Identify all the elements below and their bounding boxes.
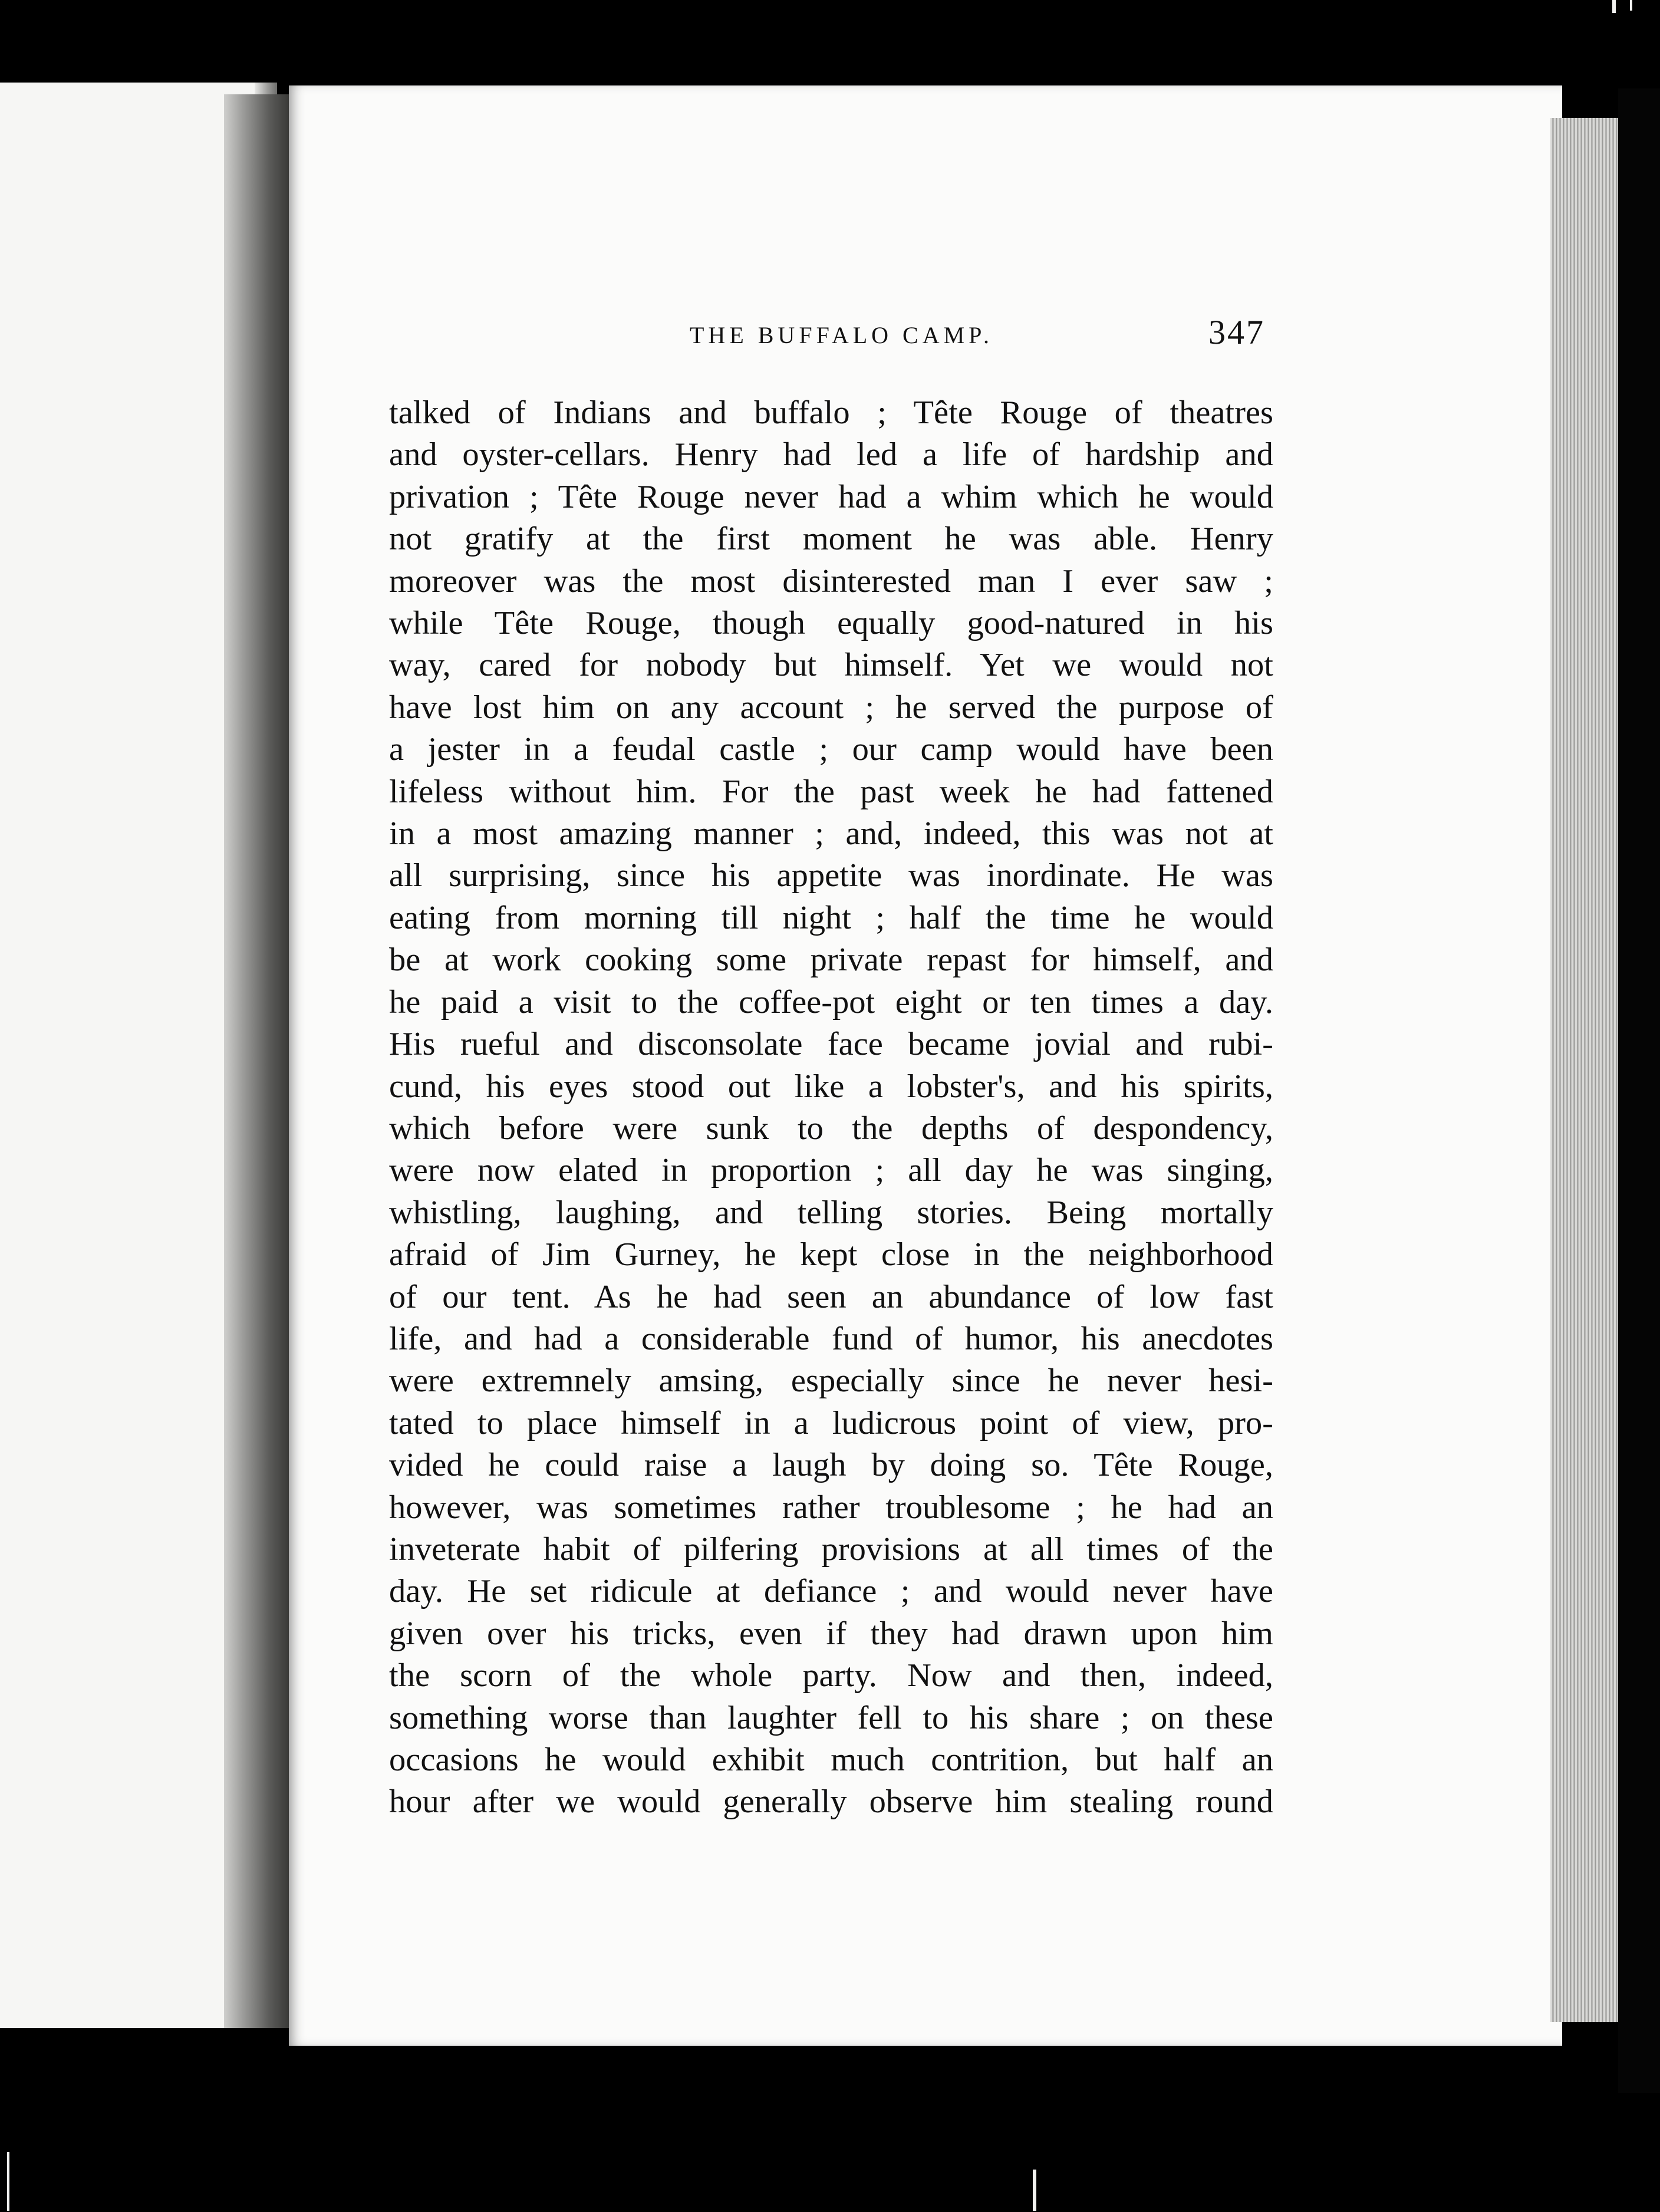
- text-line: His rueful and disconsolate face became jovial and rubi-: [389, 1026, 1273, 1063]
- text-line: were now elated in proportion ; all day he was singing,: [389, 1152, 1273, 1189]
- text-line: cund, his eyes stood out like a lobster's, and his spirits,: [389, 1068, 1273, 1105]
- text-line: tated to place himself in a ludicrous point of view, pro-: [389, 1404, 1273, 1441]
- text-line: the scorn of the whole party. Now and then, indeed,: [389, 1657, 1273, 1694]
- text-line: and oyster-cellars. Henry had led a life of hardship and: [389, 436, 1273, 473]
- book-fore-edge: [1550, 118, 1621, 2022]
- text-line: afraid of Jim Gurney, he kept close in the neighborhood: [389, 1236, 1273, 1273]
- page-body-text: [389, 392, 1273, 1823]
- text-line: eating from morning till night ; half the time he would: [389, 899, 1273, 936]
- text-line: whistling, laughing, and telling stories. Being mortally: [389, 1194, 1273, 1231]
- scan-speck: [7, 2152, 9, 2211]
- book-binding: [224, 94, 289, 2028]
- text-line: were extremnely amsing, especially since he never hesi-: [389, 1362, 1273, 1400]
- text-line: life, and had a considerable fund of humor, his anecdotes: [389, 1320, 1273, 1357]
- text-line: be at work cooking some private repast for himself, and: [389, 942, 1273, 979]
- text-line: given over his tricks, even if they had drawn upon him: [389, 1615, 1273, 1652]
- text-line: way, cared for nobody but himself. Yet we would not: [389, 647, 1273, 684]
- text-line: he paid a visit to the coffee-pot eight or ten times a day.: [389, 983, 1273, 1021]
- text-line: of our tent. As he had seen an abundance of low fast: [389, 1278, 1273, 1315]
- scan-border: [1618, 88, 1660, 2093]
- text-line: privation ; Tête Rouge never had a whim which he would: [389, 478, 1273, 515]
- text-line: while Tête Rouge, though equally good-natured in his: [389, 605, 1273, 642]
- text-line: a jester in a feudal castle ; our camp would have been: [389, 731, 1273, 768]
- text-line: however, was sometimes rather troublesome ; he had an: [389, 1489, 1273, 1526]
- text-line: hour after we would generally observe him stealing round: [389, 1783, 1273, 1821]
- scan-speck: [1630, 0, 1632, 11]
- text-line: in a most amazing manner ; and, indeed, this was not at: [389, 815, 1273, 852]
- running-head: THE BUFFALO CAMP.: [690, 322, 993, 348]
- text-line: lifeless without him. For the past week he had fattened: [389, 773, 1273, 810]
- text-line: occasions he would exhibit much contrition, but half an: [389, 1742, 1273, 1778]
- text-line: not gratify at the first moment he was able. Henry: [389, 521, 1273, 558]
- text-line: moreover was the most disinterested man I ever saw ;: [389, 562, 1273, 600]
- text-line: all surprising, since his appetite was inordinate. He was: [389, 857, 1273, 894]
- text-line: vided he could raise a laugh by doing so. Tête Rouge,: [389, 1447, 1273, 1484]
- scan-speck: [1612, 0, 1616, 13]
- text-line: something worse than laughter fell to his share ; on these: [389, 1699, 1273, 1736]
- text-line: day. He set ridicule at defiance ; and would never have: [389, 1573, 1273, 1610]
- text-line: inveterate habit of pilfering provisions at all times of the: [389, 1530, 1273, 1568]
- text-line: talked of Indians and buffalo ; Tête Rouge of theatres: [389, 394, 1273, 431]
- text-line: have lost him on any account ; he served the purpose of: [389, 689, 1273, 726]
- text-line: which before were sunk to the depths of despondency,: [389, 1110, 1273, 1147]
- scan-speck: [1033, 2170, 1036, 2211]
- page-number: 347: [1208, 313, 1265, 351]
